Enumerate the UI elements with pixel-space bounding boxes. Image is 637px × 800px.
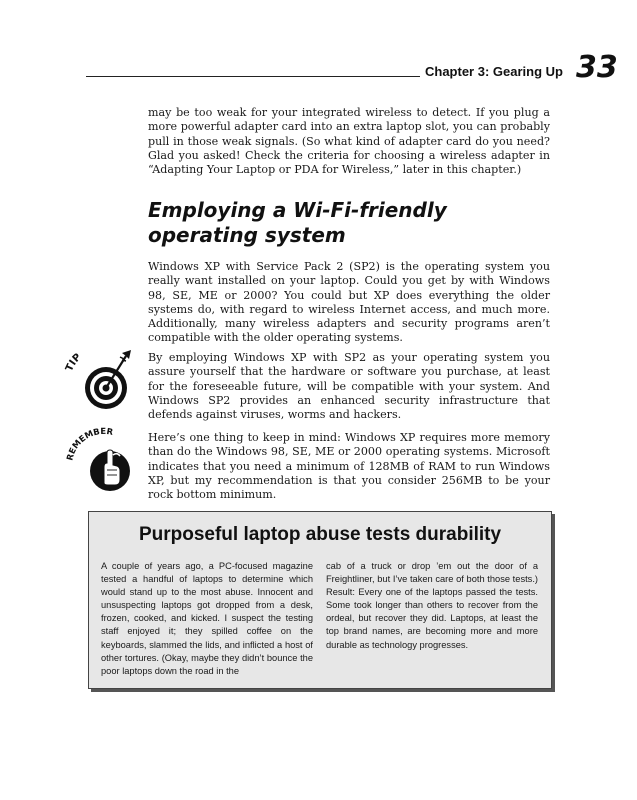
header-rule [86,76,420,77]
page-number: 33 [576,50,618,85]
tip-label: TIP [64,351,84,374]
chapter-title: Chapter 3: Gearing Up [425,64,563,79]
section-heading: Employing a Wi-Fi-friendly operating system [148,198,447,247]
remember-label: REMEMBER [65,426,114,462]
svg-text:TIP [64,352,84,374]
intro-paragraph: may be too weak for your integrated wireless to detect. If you plug a more powerful adapter card into an extra laptop slot, you can probably pull in those weak signals. (So what kind of adapter card do you need? Glad you asked! Check the criteria for choosing a wireless adapter in “Adapting Your Laptop or PDA for Wireless,” later in this chapter.) [148,106,550,177]
remember-paragraph: Here’s one thing to keep in mind: Windows XP requires more memory than do the Windows 98, SE, ME or 2000 operating systems. Microsoft indicates that you need a minimum of 128MB of RAM to run Windows XP, but my recommendation is that you consider 256MB to be your rock bottom minimum. [148,431,550,502]
section-paragraph: Windows XP with Service Pack 2 (SP2) is the operating system you really want installed on your laptop. Could you get by with Windows 98, SE, ME or 2000? You could but XP does everything the older systems do, with regard to wireless Internet access, and much more. Additionally, many wireless adapters and security programs aren’t compatible with the older operating systems. [148,260,550,345]
sidebar-box [88,511,552,689]
tip-target-icon [64,346,136,412]
sidebar-title: Purposeful laptop abuse tests durability [138,524,502,545]
sidebar-column-right: cab of a truck or drop ’em out the door of a Freightliner, but I’ve taken care of both those tests.) Result: Every one of the laptops passed the tests. Some took longer than others to recover from the ordeal, but recover they did. Laptops, at least the top brand names, are becoming more and more durable as technology progresses. [326,561,538,650]
tip-paragraph: By employing Windows XP with SP2 as your operating system you assure yourself that the hardware or software you purchase, at least for the foreseeable future, will be compatible with your system. And Windows SP2 provides an enhanced security infrastructure that defends against viruses, worms and hackers. [148,351,550,422]
sidebar-column-left: A couple of years ago, a PC-focused magazine tested a handful of laptops to determine which would stand up to the most abuse. Innocent and unsuspecting laptops got dropped from a desk, frozen, cooked, and kicked. I suspect the testing staff enjoyed it; they spilled coffee on the keyboards, slammed the lids, and inflicted a host of other tortures. (Okay, maybe they didn’t bounce the poor laptops down the road in the [101,561,313,676]
remember-finger-icon [64,425,136,495]
